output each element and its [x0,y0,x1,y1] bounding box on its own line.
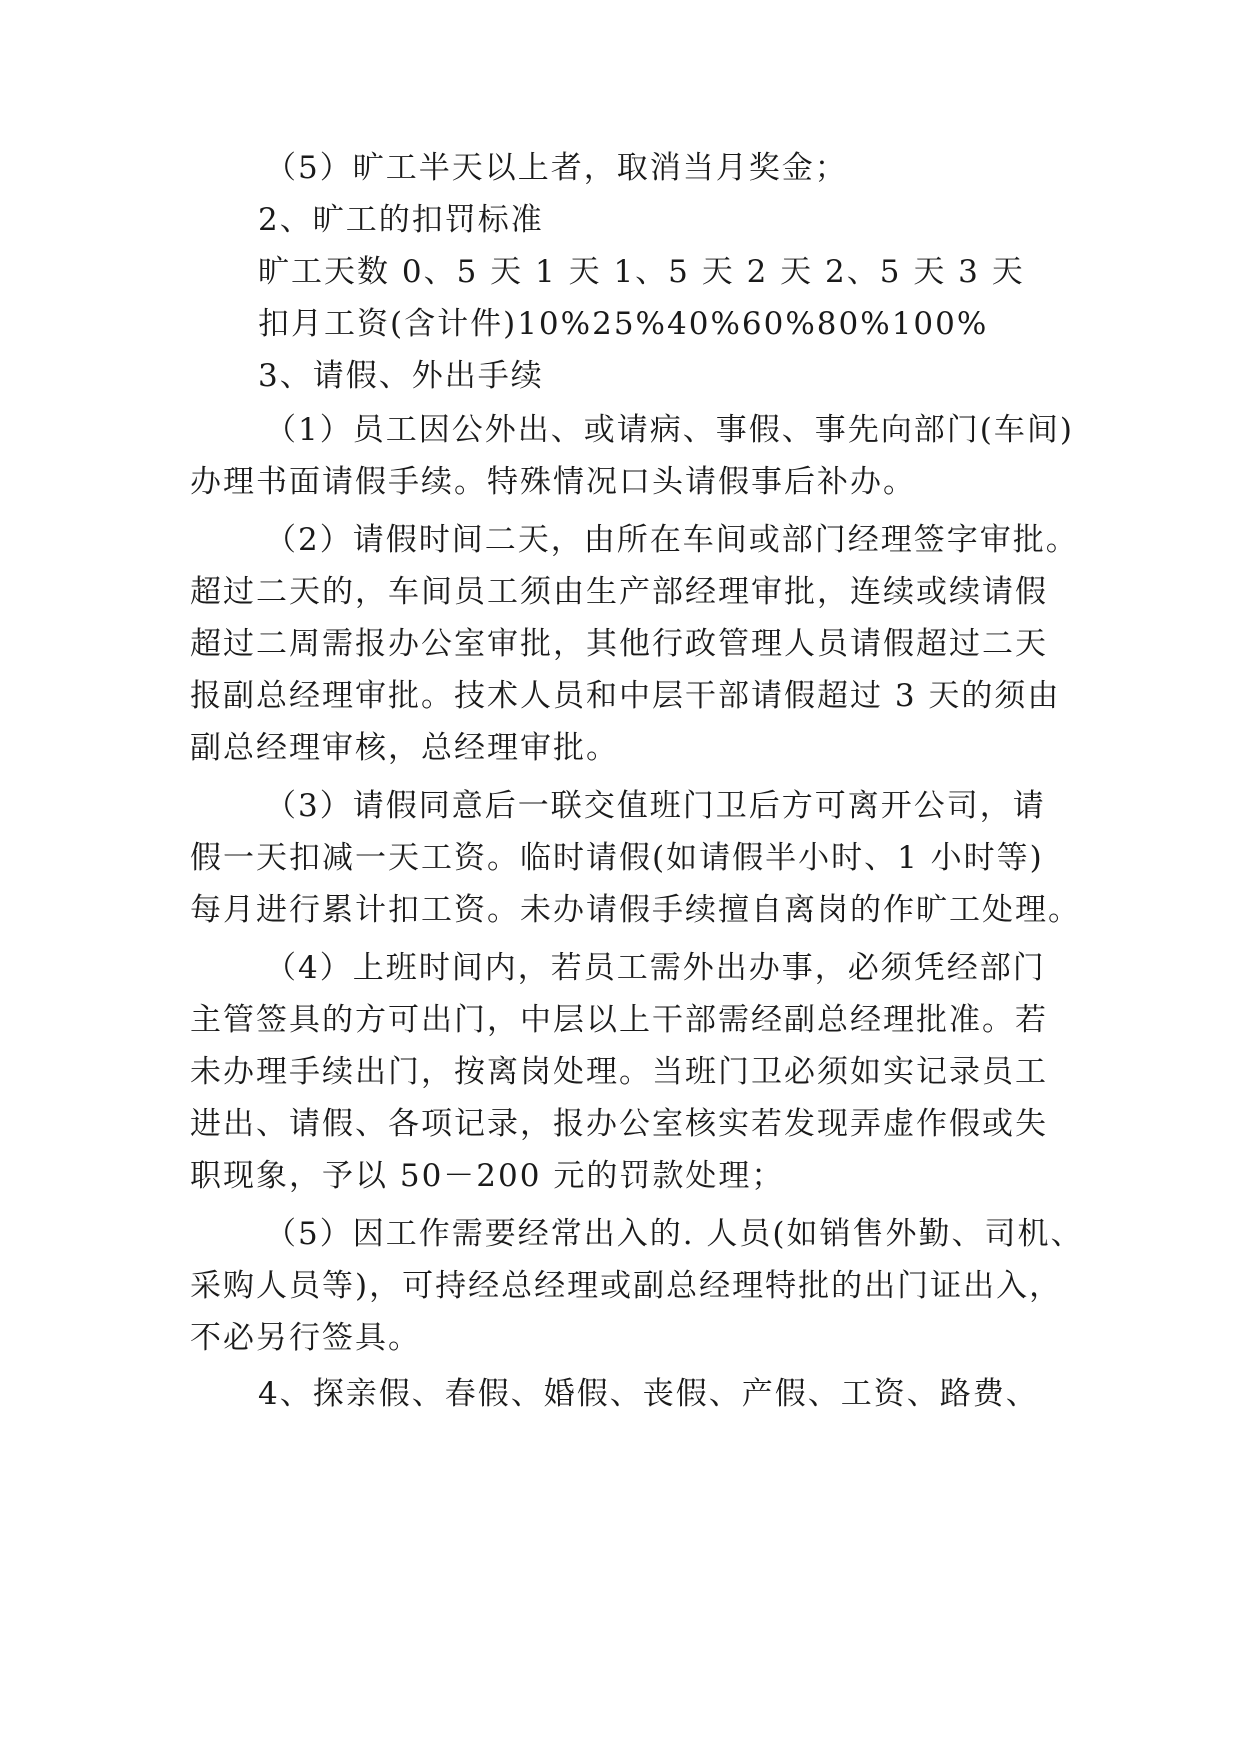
text-line: （3）请假同意后一联交值班门卫后方可离开公司，请 [265,788,1046,824]
text-line: （5）因工作需要经常出入的. 人员(如销售外勤、司机、 [265,1216,1084,1252]
text-line: 超过二天的，车间员工须由生产部经理审批，连续或续请假 [190,574,1048,610]
text-line: 采购人员等)，可持经总经理或副总经理特批的出门证出入， [190,1268,1063,1304]
text-line: （4）上班时间内，若员工需外出办事，必须凭经部门 [265,950,1046,986]
text-line: 旷工天数 0、5 天 1 天 1、5 天 2 天 2、5 天 3 天 [258,254,1025,290]
text-line: 超过二周需报办公室审批，其他行政管理人员请假超过二天 [190,626,1048,662]
text-line: （1）员工因公外出、或请病、事假、事先向部门(车间) [265,412,1074,448]
text-line: 进出、请假、各项记录，报办公室核实若发现弄虚作假或失 [190,1106,1048,1142]
text-line: 职现象，予以 50－200 元的罚款处理； [190,1158,785,1194]
text-line: 副总经理审核，总经理审批。 [190,730,619,766]
text-line: 每月进行累计扣工资。未办请假手续擅自离岗的作旷工处理。 [190,892,1081,928]
text-line: 不必另行签具。 [190,1320,421,1356]
text-line: 4、探亲假、春假、婚假、丧假、产假、工资、路费、 [258,1376,1039,1412]
text-line: 主管签具的方可出门，中层以上干部需经副总经理批准。若 [190,1002,1048,1038]
text-line: （5）旷工半天以上者，取消当月奖金； [265,150,848,186]
text-line: 办理书面请假手续。特殊情况口头请假事后补办。 [190,464,916,500]
text-line: 未办理手续出门，按离岗处理。当班门卫必须如实记录员工 [190,1054,1048,1090]
text-line: 3、请假、外出手续 [258,358,544,394]
text-line: 扣月工资(含计件)10%25%40%60%80%100% [258,306,989,342]
text-line: 假一天扣减一天工资。临时请假(如请假半小时、1 小时等) [190,840,1044,876]
text-line: 报副总经理审批。技术人员和中层干部请假超过 3 天的须由 [190,678,1061,714]
text-line: （2）请假时间二天，由所在车间或部门经理签字审批。 [265,522,1079,558]
text-line: 2、旷工的扣罚标准 [258,202,544,238]
